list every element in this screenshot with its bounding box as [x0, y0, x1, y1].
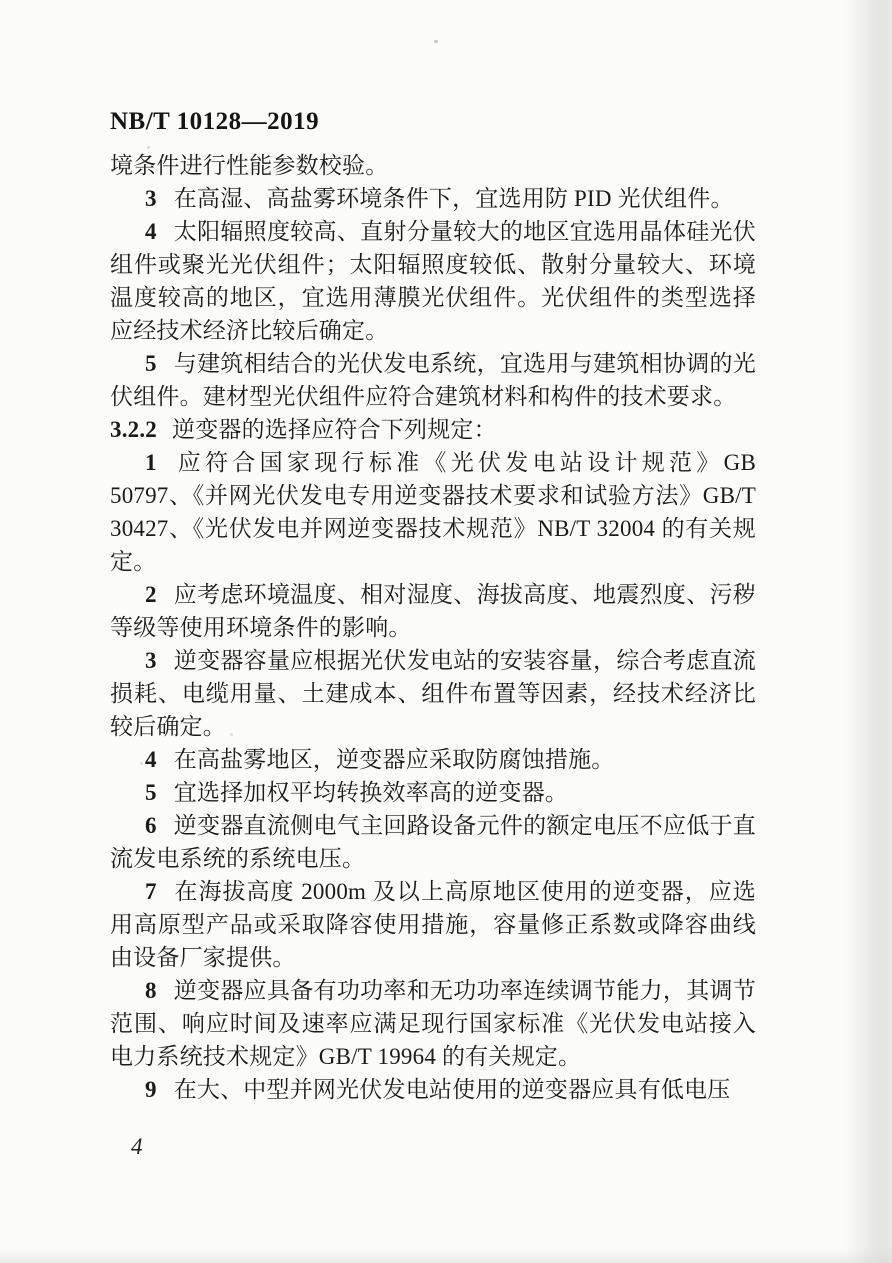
scan-edge-shadow-bottom	[0, 1249, 892, 1263]
item-number: 2	[145, 582, 157, 607]
scan-speck	[434, 40, 438, 43]
paragraph-text: 在大、中型并网光伏发电站使用的逆变器应具有低电压	[173, 1077, 731, 1102]
item-number: 3.2.2	[110, 417, 157, 442]
item-number: 1	[145, 450, 157, 475]
paragraph-text: 宜选择加权平均转换效率高的逆变器。	[173, 780, 569, 805]
item-number: 3	[145, 648, 157, 673]
paragraph-text: 太阳辐照度较高、直射分量较大的地区宜选用晶体硅光伏组件或聚光光伏组件；太阳辐照度较低、散射分量较大、环境温度较高的地区，宜选用薄膜光伏组件。光伏组件的类型选择应经技术经济比较后确定。	[110, 219, 756, 343]
paragraph	[110, 743, 756, 776]
item-number: 4	[145, 747, 157, 772]
paragraph	[110, 974, 756, 1073]
paragraph-text: 在海拔高度 2000m 及以上高原地区使用的逆变器，应选用高原型产品或采取降容使用措施，容量修正系数或降容曲线由设备厂家提供。	[110, 879, 756, 970]
paragraph	[110, 215, 756, 347]
document-body-text	[110, 149, 756, 1106]
paragraph-text: 应考虑环境温度、相对湿度、海拔高度、地震烈度、污秽等级等使用环境条件的影响。	[110, 582, 756, 640]
item-number: 5	[145, 780, 157, 805]
paragraph	[110, 149, 756, 182]
scan-edge-shadow-right	[846, 0, 892, 1263]
paragraph	[110, 182, 756, 215]
item-number: 3	[145, 186, 157, 211]
paragraph	[110, 809, 756, 875]
item-number: 6	[145, 813, 157, 838]
paragraph	[110, 1073, 756, 1106]
paragraph-text: 逆变器直流侧电气主回路设备元件的额定电压不应低于直流发电系统的系统电压。	[110, 813, 756, 871]
paragraph-text: 境条件进行性能参数校验。	[110, 153, 389, 178]
paragraph-text: 与建筑相结合的光伏发电系统，宜选用与建筑相协调的光伏组件。建材型光伏组件应符合建筑材料和构件的技术要求。	[110, 351, 756, 409]
paragraph	[110, 776, 756, 809]
standard-code-header: NB/T 10128—2019	[110, 108, 320, 135]
item-number: 9	[145, 1077, 157, 1102]
paragraph	[110, 875, 756, 974]
paragraph	[110, 578, 756, 644]
paragraph-text: 应符合国家现行标准《光伏发电站设计规范》GB 50797、《并网光伏发电专用逆变器技术要求和试验方法》GB/T 30427、《光伏发电并网逆变器技术规范》NB/T 32004 的有关规定。	[110, 450, 756, 574]
paragraph-text: 逆变器的选择应符合下列规定：	[172, 417, 497, 442]
paragraph	[110, 644, 756, 743]
paragraph	[110, 347, 756, 413]
page-number: 4	[131, 1134, 143, 1159]
paragraph-text: 逆变器容量应根据光伏发电站的安装容量，综合考虑直流损耗、电缆用量、土建成本、组件布置等因素，经技术经济比较后确定。	[110, 648, 756, 739]
item-number: 5	[145, 351, 157, 376]
paragraph-text: 在高湿、高盐雾环境条件下，宜选用防 PID 光伏组件。	[173, 186, 734, 211]
item-number: 8	[145, 978, 157, 1003]
paragraph-text: 在高盐雾地区，逆变器应采取防腐蚀措施。	[173, 747, 615, 772]
paragraph	[110, 446, 756, 578]
paragraph	[110, 413, 756, 446]
item-number: 7	[145, 879, 157, 904]
item-number: 4	[145, 219, 157, 244]
paragraph-text: 逆变器应具备有功功率和无功功率连续调节能力，其调节范围、响应时间及速率应满足现行国家标准《光伏发电站接入电力系统技术规定》GB/T 19964 的有关规定。	[110, 978, 756, 1069]
